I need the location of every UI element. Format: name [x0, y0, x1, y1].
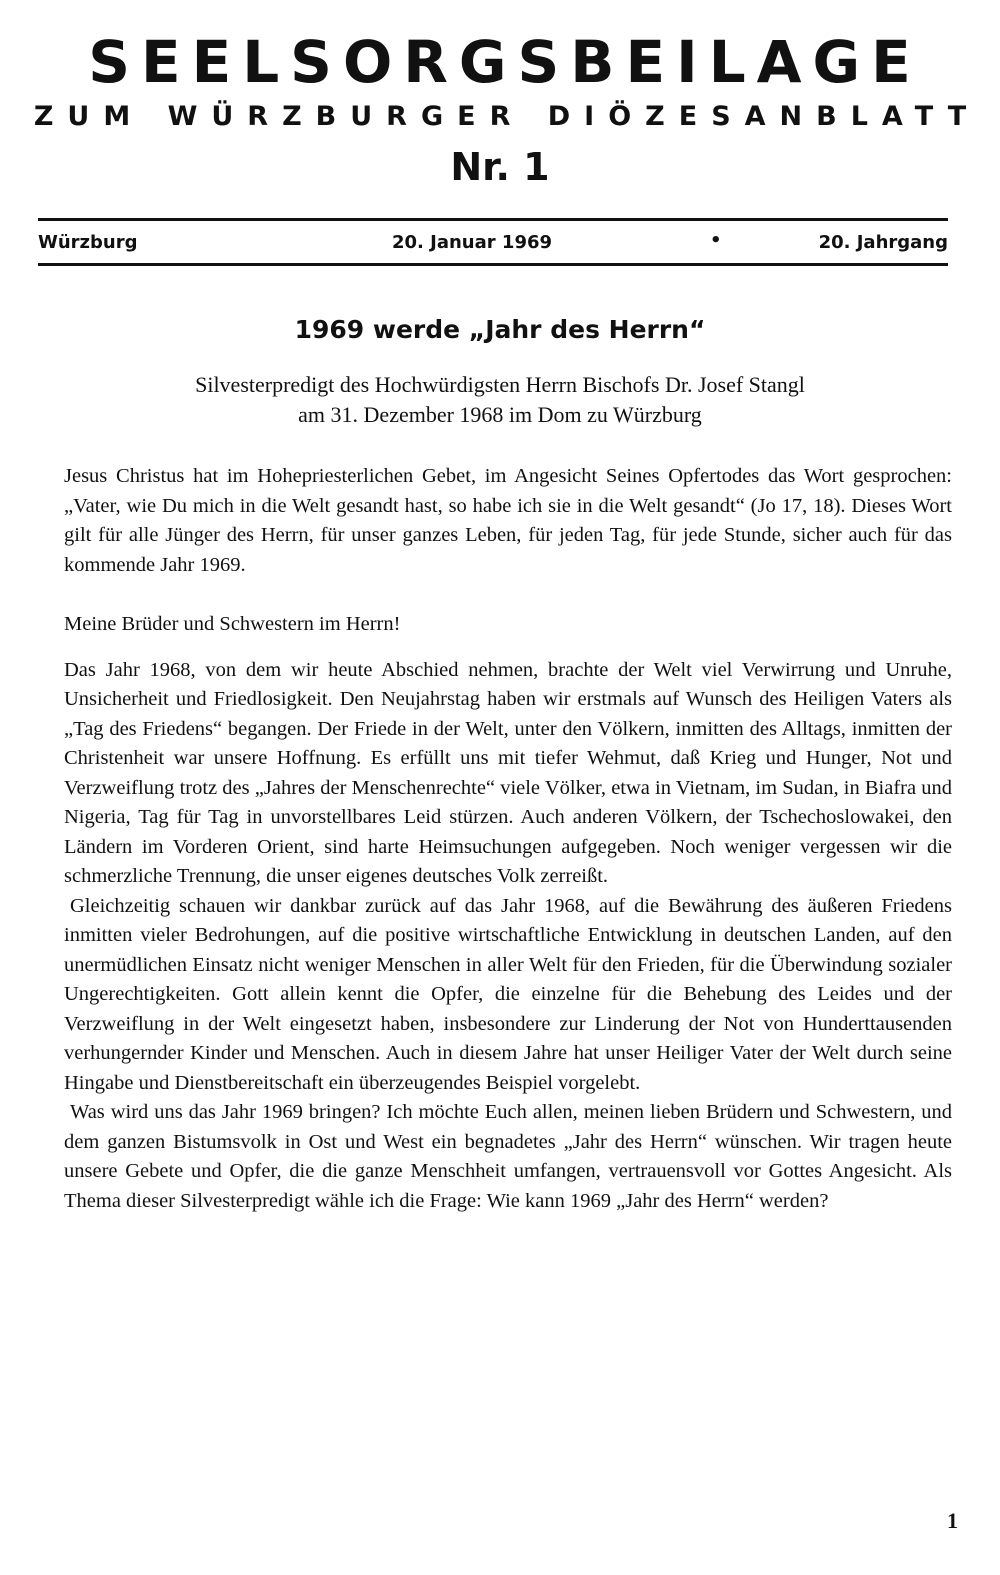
separator-dot: • [710, 230, 722, 251]
paragraph-intro: Jesus Christus hat im Hohepriesterlichen Gebet, im Angesicht Seines Opfertodes das Wort gesprochen: „Vater, wie Du mich in die Welt gesandt hast, so habe ich sie in die Welt gesandt“ (Jo 17, 18). Dieses Wort gilt für alle Jünger des Herrn, für unser ganzes Leben, für jeden Tag, für jede Stunde, sicher auch für das kommende Jahr 1969. [64, 465, 952, 576]
paragraph-salutation: Meine Brüder und Schwestern im Herrn! [64, 613, 401, 635]
bottom-divider [38, 263, 948, 266]
masthead [0, 30, 1000, 190]
publication-subtitle: ZUM WÜRZBURGER DIÖZESANBLATT [33, 101, 981, 132]
paragraph: Was wird uns das Jahr 1969 bringen? Ich möchte Euch allen, meinen lieben Brüdern und Schwestern, und dem ganzen Bistumsvolk in Ost und West ein begnadetes „Jahr des Herrn“ wünschen. Wir tragen heute unsere Gebete und Opfer, die die ganze Menschheit umfangen, vertrauensvoll vor Gottes Angesicht. Als Thema dieser Silvesterpredigt wähle ich die Frage: Wie kann 1969 „Jahr des Herrn“ werden? [64, 1101, 952, 1212]
place-label: Würzburg [38, 232, 138, 253]
article-subheading [0, 370, 1000, 430]
top-divider [38, 218, 948, 221]
article-headline: 1969 werde „Jahr des Herrn“ [294, 315, 706, 344]
subheading-line: am 31. Dezember 1968 im Dom zu Würzburg [298, 402, 702, 427]
issue-number: Nr. 1 [450, 145, 550, 189]
article-body [64, 462, 952, 1216]
paragraph: Gleichzeitig schauen wir dankbar zurück auf das Jahr 1968, auf die Bewährung des äußeren Friedens inmitten vieler Bedrohungen, auf die positive wirtschaftliche Entwicklung in deutschen Landen, auf den unermüdlichen Einsatz nicht weniger Menschen in aller Welt für den Frieden, für die Überwindung sozialer Ungerechtigkeiten. Gott allein kennt die Opfer, die einzelne für die Behebung des Leides und der Verzweiflung in der Welt eingesetzt haben, insbesondere zur Linderung der Not von Hunderttausenden verhungernder Kinder und Menschen. Auch in diesem Jahre hat unser Heiliger Vater der Welt durch seine Hingabe und Dienstbereitschaft ein überzeugendes Beispiel vorgelebt. [64, 894, 952, 1094]
page-number: 1 [947, 1508, 958, 1533]
paragraph: Das Jahr 1968, von dem wir heute Abschied nehmen, brachte der Welt viel Verwirrung und Unruhe, Unsicherheit und Friedlosigkeit. Den Neujahrstag haben wir erstmals auf Wunsch des Heiligen Vaters als „Tag des Friedens“ begangen. Der Friede in der Welt, unter den Völkern, inmitten des Alltags, inmitten der Christenheit war unsere Hoffnung. Es erfüllt uns mit tiefer Wehmut, daß Krieg und Hunger, Not und Verzweiflung trotz des „Jahres der Menschenrechte“ viele Völker, etwa in Vietnam, im Sudan, in Biafra und Nigeria, Tag für Tag in unvorstellbares Leid stürzen. Auch anderen Völkern, der Tschechoslowakei, den Ländern im Vorderen Orient, sind harte Heimsuchungen aufgegeben. Noch weniger vergessen wir die schmerzliche Trennung, die unser eigenes deutsches Volk zerreißt. [64, 658, 952, 887]
issue-date: 20. Januar 1969 [392, 232, 553, 253]
publication-title: SEELSORGSBEILAGE [88, 28, 922, 96]
info-bar [38, 228, 948, 256]
volume-label: 20. Jahrgang [818, 232, 948, 253]
subheading-line: Silvesterpredigt des Hochwürdigsten Herrn Bischofs Dr. Josef Stangl [195, 372, 805, 397]
